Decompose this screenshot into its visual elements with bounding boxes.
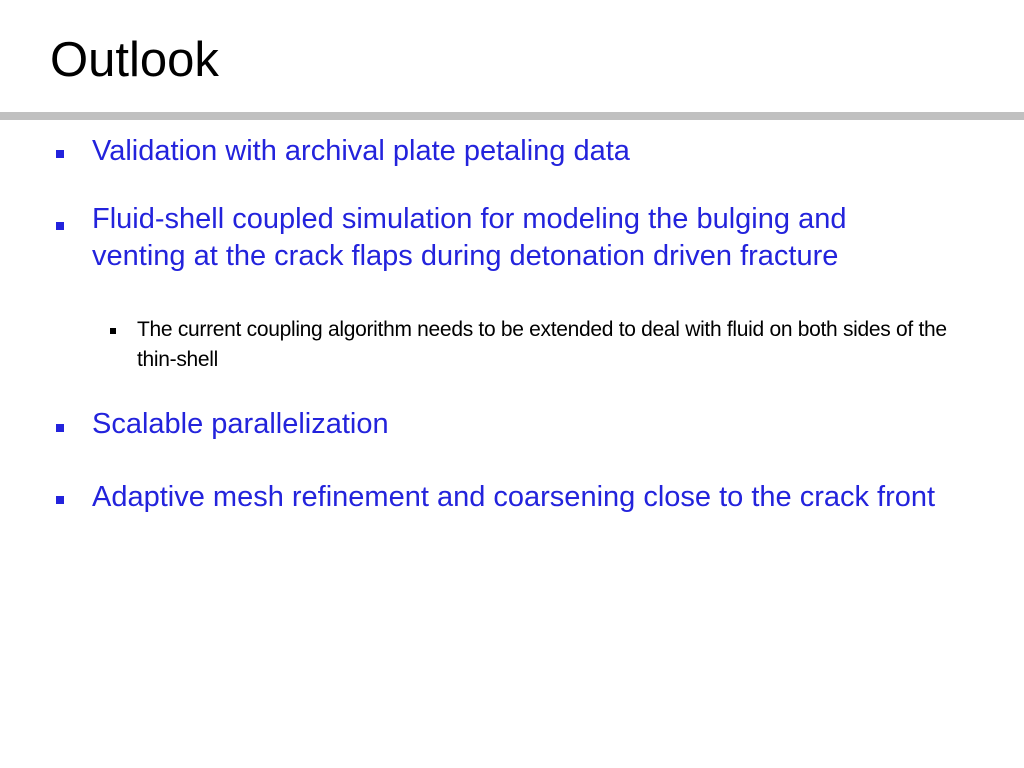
slide-title: Outlook: [50, 33, 219, 87]
sub-bullet-marker-icon: [110, 328, 116, 334]
bullet-marker-icon: [56, 222, 64, 230]
bullet-marker-icon: [56, 150, 64, 158]
bullet-item-2: Fluid-shell coupled simulation for modeling the bulging and venting at the crack flaps during detonation driven fracture: [92, 203, 847, 272]
bullet-marker-icon: [56, 424, 64, 432]
bullet-item-4: Adaptive mesh refinement and coarsening close to the crack front: [92, 481, 936, 513]
sub-bullet-item-2-1: The current coupling algorithm needs to be extended to deal with fluid on both sides of the thin-shell: [137, 318, 947, 371]
bullet-item-3: Scalable parallelization: [92, 408, 389, 440]
bullet-item-1: Validation with archival plate petaling data: [92, 135, 630, 167]
bullet-marker-icon: [56, 496, 64, 504]
title-divider: [0, 112, 1024, 120]
